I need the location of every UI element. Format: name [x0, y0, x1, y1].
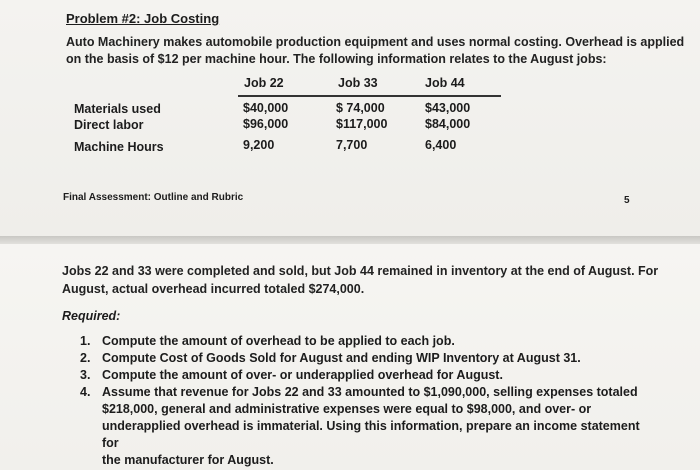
row-label-machine-hours: Machine Hours — [74, 140, 164, 154]
task-item: 3. Compute the amount of over- or underapplied overhead for August. — [80, 368, 503, 382]
task-item: 2. Compute Cost of Goods Sold for August and ending WIP Inventory at August 31. — [80, 351, 581, 365]
cell-materials-job44: $43,000 — [425, 101, 471, 115]
task-item: 1. Compute the amount of overhead to be applied to each job. — [80, 334, 455, 348]
cell-labor-job33: $117,000 — [336, 117, 388, 131]
header-rule — [238, 95, 501, 97]
cell-hours-job33: 7,700 — [336, 138, 368, 152]
continuation-line-2: August, actual overhead incurred totaled $274,000. — [62, 282, 365, 296]
task-list — [80, 333, 640, 469]
required-label: Required: — [62, 309, 121, 323]
task-item: 4. Assume that revenue for Jobs 22 and 33 amounted to $1,090,000, selling expenses totaled $218,000, general and administrative expenses were equal to $98,000, and over- or underapplied overhead is immaterial. Using this information, prepare an income statement for the manufacturer for August. — [80, 385, 640, 467]
problem-title: Problem #2: Job Costing — [66, 11, 220, 26]
intro-line-2: on the basis of $12 per machine hour. The following information relates to the August jobs: — [66, 52, 607, 66]
header-job-33: Job 33 — [338, 76, 378, 90]
header-job-44: Job 44 — [425, 76, 465, 90]
cell-materials-job33: $ 74,000 — [336, 101, 385, 115]
cell-hours-job44: 6,400 — [425, 138, 457, 152]
cell-labor-job22: $96,000 — [243, 117, 289, 131]
row-label-direct-labor: Direct labor — [74, 118, 144, 132]
cell-labor-job44: $84,000 — [425, 117, 471, 131]
continuation-line-1: Jobs 22 and 33 were completed and sold, but Job 44 remained in inventory at the end of August. For — [62, 264, 659, 278]
intro-line-1: Auto Machinery makes automobile production equipment and uses normal costing. Overhead is applied — [66, 35, 685, 49]
footer-outline: Final Assessment: Outline and Rubric — [63, 192, 244, 203]
page-number: 5 — [624, 195, 630, 206]
cell-hours-job22: 9,200 — [243, 138, 275, 152]
row-label-materials: Materials used — [74, 102, 161, 116]
page-gap — [0, 236, 700, 244]
cell-materials-job22: $40,000 — [243, 101, 289, 115]
header-job-22: Job 22 — [244, 76, 284, 90]
